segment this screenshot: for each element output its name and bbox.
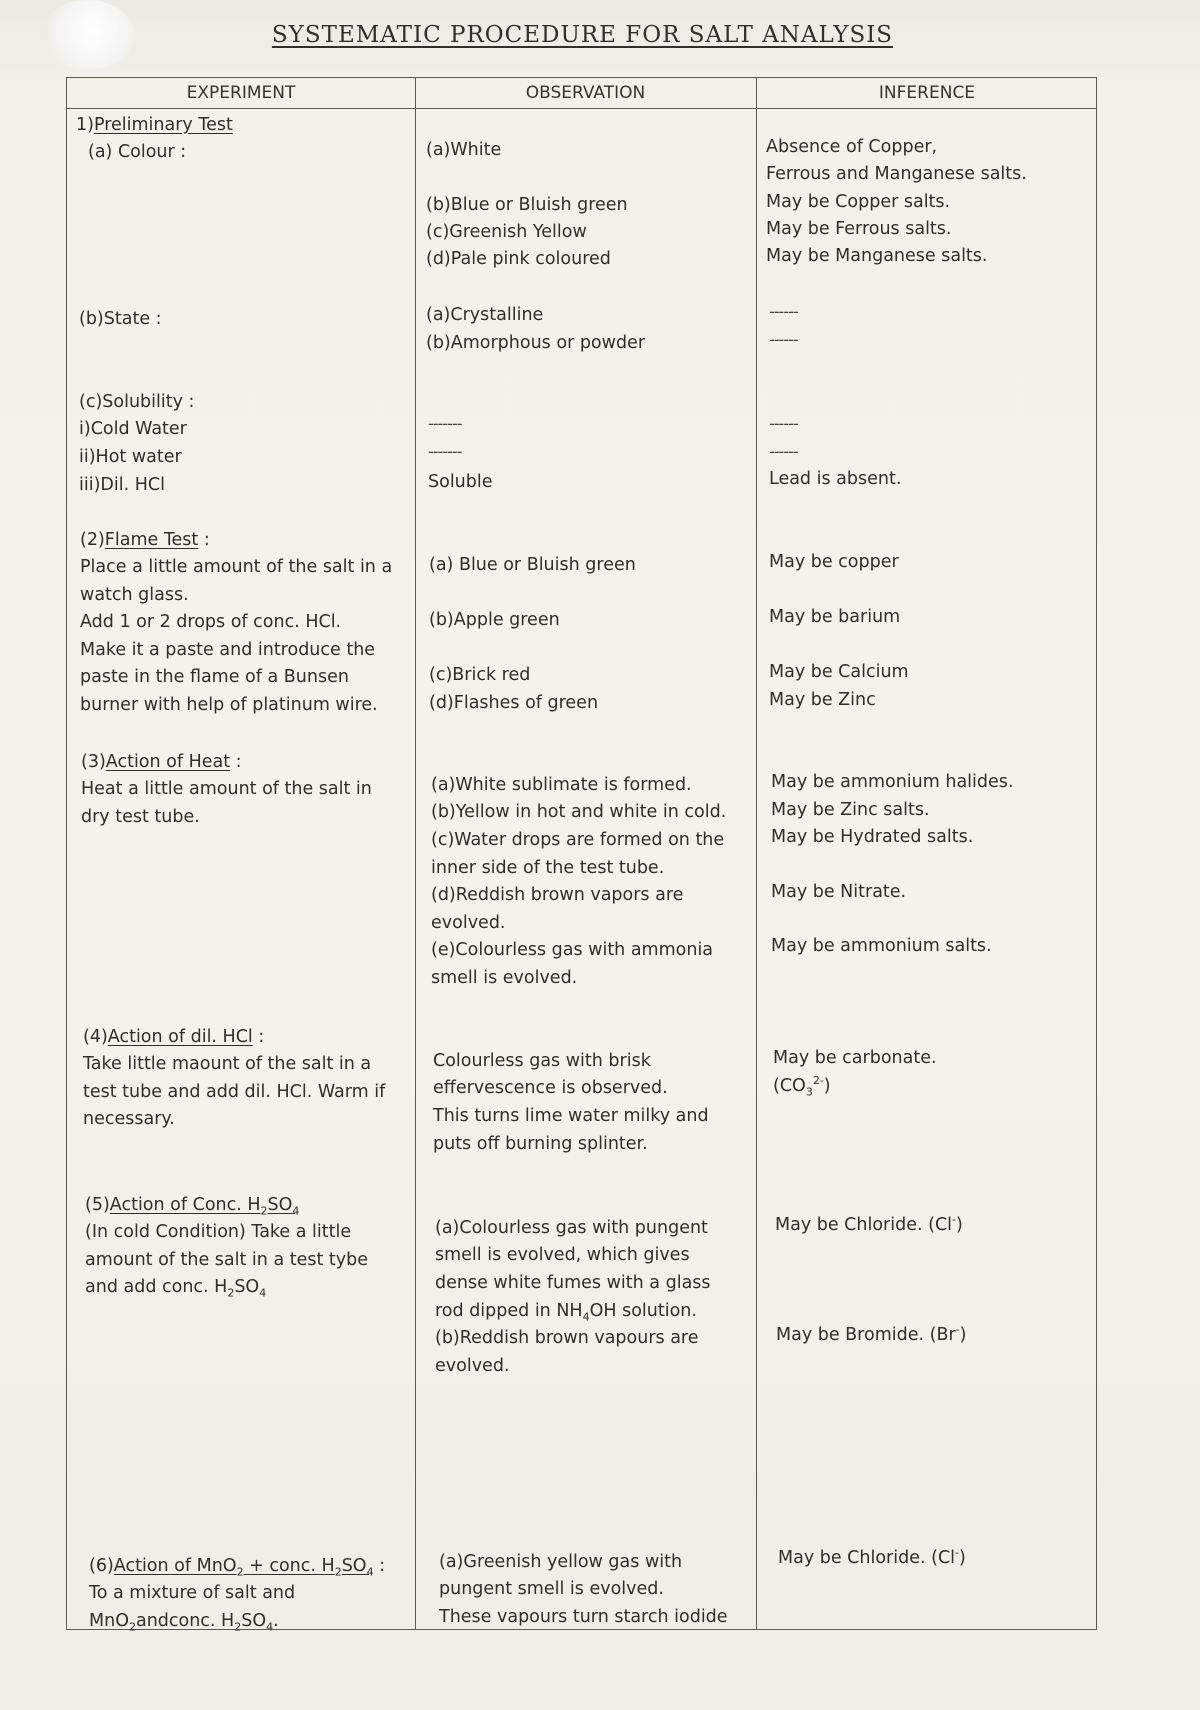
- dil-hcl-obs-1: Colourless gas with brisk: [433, 1051, 651, 1071]
- flame-exp-5: paste in the flame of a Bunsen: [80, 667, 349, 687]
- header-experiment: EXPERIMENT: [186, 83, 296, 103]
- colour-inf-5: May be Manganese salts.: [766, 246, 988, 266]
- conc-h2so4-obs-5: (b)Reddish brown vapours are: [435, 1328, 699, 1348]
- state-obs-a: (a)Crystalline: [426, 305, 544, 325]
- colour-inf-1: Absence of Copper,: [766, 137, 938, 157]
- heat-obs-6: evolved.: [431, 913, 506, 933]
- flame-exp-6: burner with help of platinum wire.: [80, 695, 378, 715]
- mno2-inf-chloride: May be Chloride. (Cl-): [778, 1546, 966, 1568]
- conc-h2so4-exp-3: and add conc. $H_2SO_4$: [85, 1277, 267, 1300]
- column-divider-2: [756, 78, 757, 1629]
- heat-inf-4: May be Nitrate.: [771, 882, 907, 902]
- section-2-heading: (2)Flame Test :: [80, 530, 210, 550]
- conc-h2so4-obs-1: (a)Colourless gas with pungent: [435, 1218, 708, 1238]
- section-3-heading: (3)Action of Heat :: [81, 752, 242, 772]
- conc-h2so4-exp-2: amount of the salt in a test tybe: [85, 1250, 368, 1270]
- flame-obs-b: (b)Apple green: [429, 610, 560, 630]
- conc-h2so4-obs-6: evolved.: [435, 1356, 510, 1376]
- solubility-obs-cold-dash: -------: [428, 414, 462, 433]
- heat-inf-3: May be Hydrated salts.: [771, 827, 974, 847]
- solubility-inf-hot-dash: ------: [769, 442, 798, 461]
- mno2-obs-3: These vapours turn starch iodide: [439, 1607, 728, 1627]
- flame-inf-b: May be barium: [769, 607, 901, 627]
- state-inf-b-dash: ------: [769, 330, 798, 349]
- dil-hcl-obs-3: This turns lime water milky and: [433, 1106, 709, 1126]
- flame-inf-c: May be Calcium: [769, 662, 909, 682]
- mno2-exp-2: MnO$_2$andconc. $H_2SO_4$.: [89, 1611, 279, 1634]
- state-obs-b: (b)Amorphous or powder: [426, 333, 646, 353]
- solubility-obs-soluble: Soluble: [428, 472, 493, 492]
- dil-hcl-inf-2: $(CO_3^{2-})$: [773, 1074, 831, 1099]
- state-inf-a-dash: ------: [769, 302, 798, 321]
- colour-inf-4: May be Ferrous salts.: [766, 219, 952, 239]
- heat-exp-1: Heat a little amount of the salt in: [81, 779, 372, 799]
- state-label: (b)State :: [79, 309, 162, 329]
- mno2-exp-1: To a mixture of salt and: [89, 1583, 296, 1603]
- mno2-obs-2: pungent smell is evolved.: [439, 1579, 664, 1599]
- flame-exp-4: Make it a paste and introduce the: [80, 640, 376, 660]
- colour-obs-d: (d)Pale pink coloured: [426, 249, 611, 269]
- conc-h2so4-exp-1: (In cold Condition) Take a little: [85, 1222, 352, 1242]
- flame-obs-c: (c)Brick red: [429, 665, 531, 685]
- flame-obs-a: (a) Blue or Bluish green: [429, 555, 636, 575]
- dil-hcl-exp-1: Take little maount of the salt in a: [83, 1054, 372, 1074]
- conc-h2so4-inf-bromide: May be Bromide. (Br-): [776, 1323, 967, 1345]
- dil-hcl-exp-3: necessary.: [83, 1109, 175, 1129]
- flame-inf-a: May be copper: [769, 552, 899, 572]
- flame-exp-1: Place a little amount of the salt in a: [80, 557, 393, 577]
- dil-hcl-obs-2: effervescence is observed.: [433, 1078, 668, 1098]
- section-6-heading: (6)Action of MnO$_2$ + conc. $H_2SO_4$ :: [89, 1556, 386, 1579]
- heat-inf-2: May be Zinc salts.: [771, 800, 930, 820]
- solubility-inf-lead: Lead is absent.: [769, 469, 902, 489]
- heat-obs-4: inner side of the test tube.: [431, 858, 665, 878]
- colour-obs-a: (a)White: [426, 140, 502, 160]
- dil-hcl-exp-2: test tube and add dil. HCl. Warm if: [83, 1082, 386, 1102]
- flame-obs-d: (d)Flashes of green: [429, 693, 599, 713]
- colour-inf-3: May be Copper salts.: [766, 192, 951, 212]
- conc-h2so4-obs-3: dense white fumes with a glass: [435, 1273, 711, 1293]
- heat-obs-3: (c)Water drops are formed on the: [431, 830, 725, 850]
- colour-label: (a) Colour :: [88, 142, 187, 162]
- colour-inf-2: Ferrous and Manganese salts.: [766, 164, 1027, 184]
- section-4-heading: (4)Action of dil. HCl :: [83, 1027, 265, 1047]
- mno2-obs-1: (a)Greenish yellow gas with: [439, 1552, 683, 1572]
- heat-inf-5: May be ammonium salts.: [771, 936, 992, 956]
- page-title: SYSTEMATIC PROCEDURE FOR SALT ANALYSIS: [271, 22, 894, 48]
- header-divider: [67, 108, 1096, 109]
- solubility-hot-water: ii)Hot water: [79, 447, 182, 467]
- solubility-cold-water: i)Cold Water: [79, 419, 187, 439]
- flame-inf-d: May be Zinc: [769, 690, 876, 710]
- section-5-heading: (5)Action of Conc. $H_2SO_4$: [85, 1195, 300, 1218]
- heat-obs-8: smell is evolved.: [431, 968, 578, 988]
- heat-obs-5: (d)Reddish brown vapors are: [431, 885, 684, 905]
- conc-h2so4-obs-4: rod dipped in $NH_4OH$ solution.: [435, 1301, 697, 1324]
- heat-obs-7: (e)Colourless gas with ammonia: [431, 940, 714, 960]
- conc-h2so4-inf-chloride: May be Chloride. (Cl-): [775, 1213, 963, 1235]
- solubility-obs-hot-dash: -------: [428, 442, 462, 461]
- dil-hcl-obs-4: puts off burning splinter.: [433, 1134, 648, 1154]
- heat-obs-2: (b)Yellow in hot and white in cold.: [431, 802, 727, 822]
- flame-exp-2: watch glass.: [80, 585, 189, 605]
- heat-obs-1: (a)White sublimate is formed.: [431, 775, 692, 795]
- colour-obs-c: (c)Greenish Yellow: [426, 222, 587, 242]
- solubility-inf-cold-dash: ------: [769, 414, 798, 433]
- header-observation: OBSERVATION: [525, 83, 646, 103]
- section-1-heading: 1)Preliminary Test: [76, 115, 233, 135]
- colour-obs-b: (b)Blue or Bluish green: [426, 195, 628, 215]
- solubility-label: (c)Solubility :: [79, 392, 195, 412]
- column-divider-1: [415, 78, 416, 1629]
- solubility-dil-hcl: iii)Dil. HCl: [79, 475, 165, 495]
- heat-exp-2: dry test tube.: [81, 807, 200, 827]
- heat-inf-1: May be ammonium halides.: [771, 772, 1014, 792]
- header-inference: INFERENCE: [878, 83, 976, 103]
- dil-hcl-inf-1: May be carbonate.: [773, 1048, 937, 1068]
- conc-h2so4-obs-2: smell is evolved, which gives: [435, 1245, 690, 1265]
- flame-exp-3: Add 1 or 2 drops of conc. HCl.: [80, 612, 342, 632]
